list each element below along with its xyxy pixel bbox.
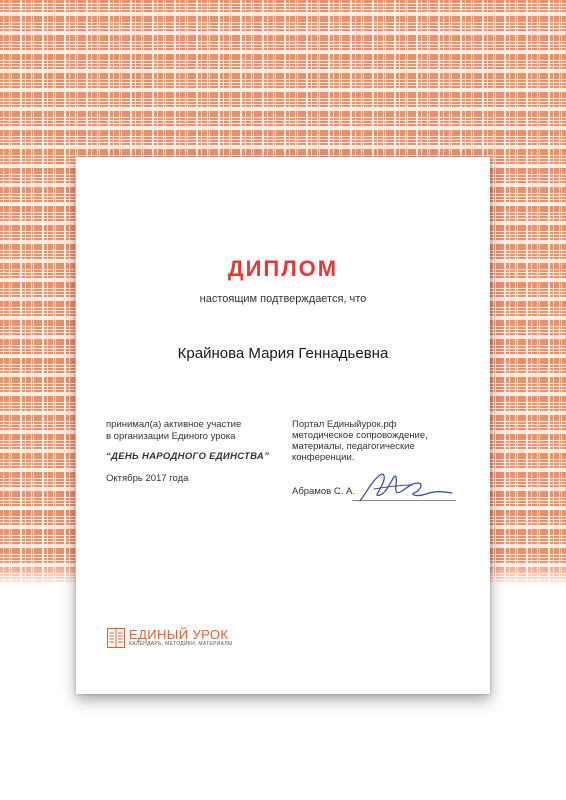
recipient-name: Крайнова Мария Геннадьевна (177, 345, 389, 362)
confirmation-text: настоящим подтверждается, что (199, 293, 367, 305)
issuer-line-3: материалы, педагогические (292, 441, 415, 452)
issuer-line-4: конференции. (292, 452, 355, 463)
signatory-name: Абрамов С. А. (292, 486, 355, 497)
logo-name: ЕДИНЫЙ УРОК (129, 627, 229, 642)
logo (107, 628, 277, 652)
signature-row (292, 483, 462, 505)
participation-line-1: принимал(а) активное участие (106, 419, 242, 430)
diploma-sheet (76, 157, 490, 694)
signature-icon (356, 469, 456, 503)
event-name: “ДЕНЬ НАРОДНОГО ЕДИНСТВА” (106, 451, 270, 462)
issuer-block (292, 419, 472, 463)
issuer-line-1: Портал Единыйурок.рф (292, 419, 397, 430)
logo-tagline: КАЛЕНДАРЬ, МЕТОДИКИ, МАТЕРИАЛЫ (129, 641, 233, 647)
participation-line-2: в организации Единого урока (106, 431, 236, 442)
issuer-line-2: методическое сопровождение, (292, 430, 428, 441)
participation-block (106, 419, 286, 485)
event-date: Октябрь 2017 года (106, 473, 189, 484)
diploma-title: ДИПЛОМ (227, 256, 339, 281)
book-icon (107, 628, 125, 648)
